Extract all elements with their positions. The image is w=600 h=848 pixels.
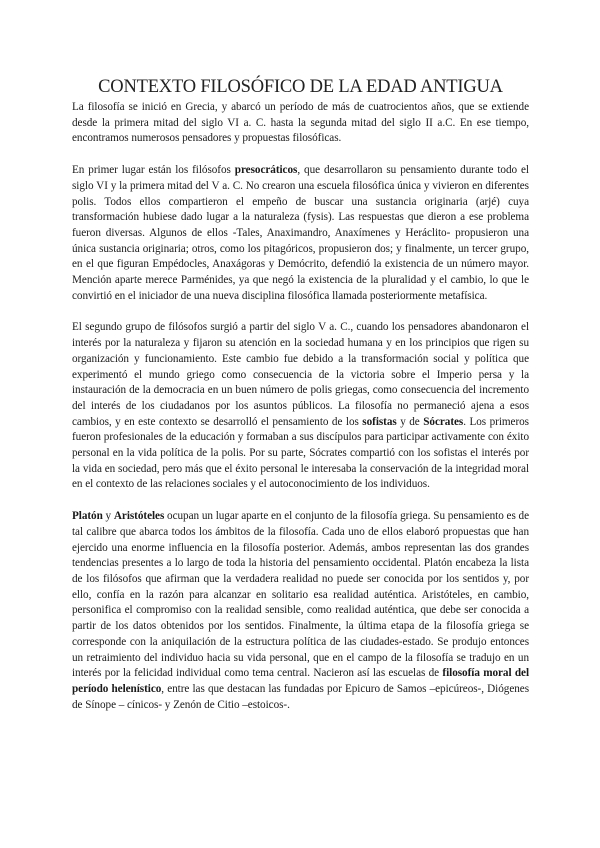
term-platon: Platón xyxy=(72,510,103,523)
paragraph-presocratics xyxy=(72,163,529,304)
paragraph-text: , entre las que destacan las fundadas por Epicuro de Samos –epicúreos-, Diógenes de Sínope – cínicos- y Zenón de Citio –estoicos-. xyxy=(72,682,529,711)
paragraph-text: , que desarrollaron su pensamiento durante todo el siglo VI y la primera mitad del V a. C. No crearon una escuela filosófica única y vivieron en diferentes polis. Todos ellos compartieron el empeño de buscar una sustancia originaria (arjé) cuya transformación hubiese dado lugar a la naturaleza (fysis). Las respuestas que dieron a ese problema fueron diversas. Algunos de ellos -Tales, Anaximandro, Anaxímenes y Heráclito- propusieron una única sustancia originaria; otros, como los pitagóricos, propusieron dos; y finalmente, un tercer grupo, en el que figuran Empédocles, Anaxágoras y Demócrito, defendió la existencia de un número mayor. Mención aparte merece Parménides, ya que negó la existencia de la pluralidad y el cambio, lo que le convirtió en el iniciador de una nueva disciplina filosófica llamada posteriormente metafísica. xyxy=(72,164,529,302)
paragraph-text: En primer lugar están los filósofos xyxy=(72,164,235,177)
paragraph-text: ocupan un lugar aparte en el conjunto de la filosofía griega. Su pensamiento es de tal calibre que abarca todos los ámbitos de la filosofía. Cada uno de ellos elaboró propuestas que han ejercido una enorme influencia en la filosofía posterior. Además, ambos representan las dos grandes tendencias presentes a lo largo de toda la historia del pensamiento occidental. Platón encabeza la lista de los filósofos que afirman que la verdadera realidad no puede ser conocida por los sentidos y, por ello, confía en la razón para alcanzar en solitario esa realidad auténtica. Aristóteles, en cambio, personifica el compromiso con la realidad sensible, como realidad auténtica, que debe ser conocida a partir de los datos obtenidos por los sentidos. Finalmente, la última etapa de la filosofía griega se corresponde con la aniquilación de la estructura política de las ciudades-estado. Se produjo entonces un retraimiento del individuo hacia su vida personal, que en el campo de la filosofía se tradujo en un interés por la felicidad individual como tema central. Nacieron así las escuelas de xyxy=(72,510,529,680)
term-socrates: Sócrates xyxy=(423,415,464,428)
term-sofistas: sofistas xyxy=(362,415,397,428)
paragraph-intro-text: La filosofía se inició en Grecia, y abarcó un período de más de cuatrocientos años, que se extiende desde la primera mitad del siglo VI a. C. hasta la segunda mitad del siglo II a.C. En ese tiempo, encontramos numerosos pensadores y propuestas filosóficas. xyxy=(72,101,529,145)
paragraph-intro xyxy=(72,100,529,147)
paragraph-text: y xyxy=(102,510,114,523)
term-aristoteles: Aristóteles xyxy=(113,510,165,523)
paragraph-plato-aristotle xyxy=(72,509,529,713)
document-title: CONTEXTO FILOSÓFICO DE LA EDAD ANTIGUA xyxy=(98,77,503,97)
term-presocraticos: presocráticos xyxy=(234,164,298,177)
term-filosofia-helenistica: filosofía moral del período helenístico xyxy=(72,667,529,695)
paragraph-sophists-socrates xyxy=(72,320,529,493)
paragraph-text: El segundo grupo de filósofos surgió a partir del siglo V a. C., cuando los pensadores abandonaron el interés por la naturaleza y fijaron su atención en la sociedad humana y en los principios que rigen su organización y funcionamiento. Este cambio fue debido a la transformación social y política que experimentó el mundo griego como consecuencia de la victoria sobre el Imperio persa y la instauración de la democracia en un buen número de polis griegas, como consecuencia del incremento del interés de los ciudadanos por los asuntos públicos. La filosofía no permaneció ajena a esos cambios, y en este contexto se desarrolló el pensamiento de los xyxy=(72,321,529,428)
paragraph-text: . Los primeros fueron profesionales de la educación y formaban a sus discípulos para participar activamente con éxito personal en la vida política de la polis. Por su parte, Sócrates compartió con los sofistas el interés por la vida en sociedad, pero más que el éxito personal le interesaba la conservación de la integridad moral en el contexto de las relaciones sociales y el autoconocimiento de los individuos. xyxy=(72,415,529,491)
paragraph-text: y de xyxy=(396,415,424,428)
